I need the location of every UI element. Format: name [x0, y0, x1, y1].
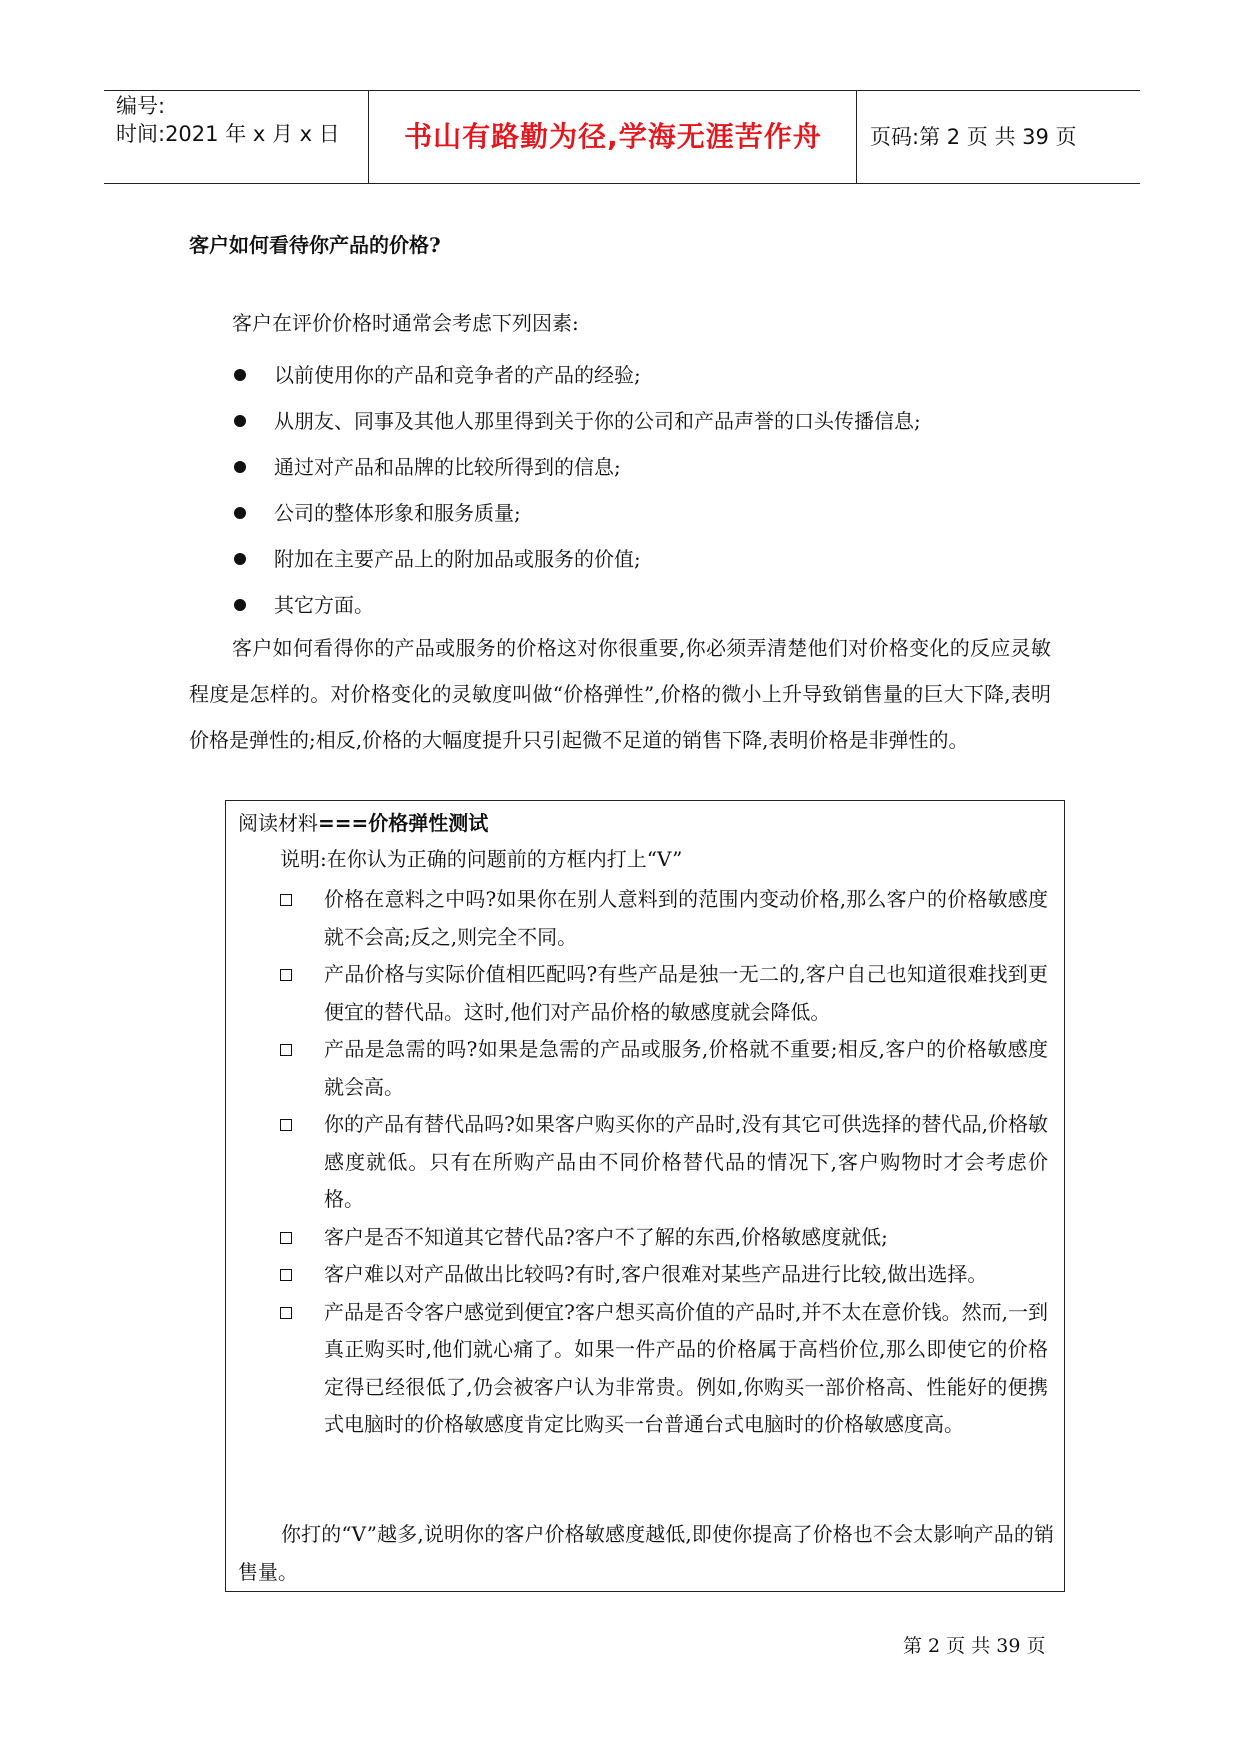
factor-item — [234, 490, 921, 536]
header-divider — [368, 91, 369, 183]
checkbox-icon — [280, 894, 292, 906]
factor-item — [234, 444, 921, 490]
checklist-text: 价格在意料之中吗?如果你在别人意料到的范围内变动价格,那么客户的价格敏感度就不会高;反之,则完全不同。 — [324, 887, 1048, 949]
checklist-text: 客户是否不知道其它替代品?客户不了解的东西,价格敏感度就低; — [324, 1224, 888, 1249]
reading-material-box — [225, 800, 1065, 1592]
header-motto: 书山有路勤为径,学海无涯苦作舟 — [404, 120, 822, 153]
reading-box-note: 说明:在你认为正确的问题前的方框内打上“V” — [280, 847, 683, 871]
checklist-text: 你的产品有替代品吗?如果客户购买你的产品时,没有其它可供选择的替代品,价格敏感度就低。只有在所购产品由不同价格替代品的情况下,客户购物时才会考虑价格。 — [324, 1112, 1048, 1211]
factor-list — [234, 352, 921, 628]
factor-item — [234, 398, 921, 444]
bullet-icon — [234, 553, 246, 565]
section-heading: 客户如何看待你产品的价格? — [189, 233, 441, 257]
checklist-text: 产品是否令客户感觉到便宜?客户想买高价值的产品时,并不太在意价钱。然而,一到真正购买时,他们就心痛了。如果一件产品的价格属于高档价位,那么即使它的价格定得已经很低了,仍会被客户认为非常贵。例如,你购买一部价格高、性能好的便携式电脑时的价格敏感度肯定比购买一台普通台式电脑时的价格敏感度高。 — [324, 1299, 1048, 1436]
factor-item — [234, 536, 921, 582]
bullet-icon — [234, 507, 246, 519]
reading-box-title-prefix: 阅读材料 — [238, 811, 318, 835]
factor-item — [234, 582, 921, 628]
checklist-item — [278, 1219, 1048, 1257]
checkbox-icon — [280, 1119, 292, 1131]
checkbox-icon — [280, 969, 292, 981]
factor-text: 附加在主要产品上的附加品或服务的价值; — [274, 547, 641, 571]
checklist — [278, 881, 1048, 1444]
reading-box-conclusion: 你打的“V”越多,说明你的客户价格敏感度越低,即使你提高了价格也不会太影响产品的销售量。 — [238, 1522, 1054, 1584]
bullet-icon — [234, 415, 246, 427]
checkbox-icon — [280, 1307, 292, 1319]
factor-text: 通过对产品和品牌的比较所得到的信息; — [274, 455, 621, 479]
header-page-info: 页码:第 2 页 共 39 页 — [870, 125, 1077, 149]
bullet-icon — [234, 599, 246, 611]
checkbox-icon — [280, 1232, 292, 1244]
factor-text: 其它方面。 — [274, 593, 374, 617]
document-number-label: 编号: — [116, 94, 166, 118]
checklist-text: 客户难以对产品做出比较吗?有时,客户很难对某些产品进行比较,做出选择。 — [324, 1262, 988, 1286]
page-header — [104, 90, 1140, 184]
factor-text: 以前使用你的产品和竞争者的产品的经验; — [274, 363, 641, 387]
checklist-text: 产品是急需的吗?如果是急需的产品或服务,价格就不重要;相反,客户的价格敏感度就会高。 — [324, 1037, 1048, 1099]
checkbox-icon — [280, 1044, 292, 1056]
checklist-item — [278, 1256, 1048, 1294]
checklist-text: 产品价格与实际价值相匹配吗?有些产品是独一无二的,客户自己也知道很难找到更便宜的替代品。这时,他们对产品价格的敏感度就会降低。 — [324, 962, 1048, 1024]
factor-text: 从朋友、同事及其他人那里得到关于你的公司和产品声誉的口头传播信息; — [274, 409, 921, 433]
checklist-item — [278, 1031, 1048, 1106]
header-divider — [856, 91, 857, 183]
page-footer: 第 2 页 共 39 页 — [903, 1635, 1046, 1657]
reading-box-title-bold: ===价格弹性测试 — [318, 811, 489, 835]
reading-box-title — [238, 807, 488, 836]
document-time-label: 时间:2021 年 x 月 x 日 — [116, 122, 340, 146]
bullet-icon — [234, 369, 246, 381]
factor-item — [234, 352, 921, 398]
checklist-item — [278, 1294, 1048, 1444]
factor-text: 公司的整体形象和服务质量; — [274, 501, 521, 525]
checklist-item — [278, 956, 1048, 1031]
intro-text: 客户在评价价格时通常会考虑下列因素: — [232, 311, 579, 335]
checklist-item — [278, 1106, 1048, 1219]
checklist-item — [278, 881, 1048, 956]
bullet-icon — [234, 461, 246, 473]
body-paragraph: 客户如何看得你的产品或服务的价格这对你很重要,你必须弄清楚他们对价格变化的反应灵敏程度是怎样的。对价格变化的灵敏度叫做“价格弹性”,价格的微小上升导致销售量的巨大下降,表明价格是弹性的;相反,价格的大幅度提升只引起微不足道的销售下降,表明价格是非弹性的。 — [189, 636, 1051, 752]
header-meta — [116, 91, 366, 183]
checkbox-icon — [280, 1269, 292, 1281]
